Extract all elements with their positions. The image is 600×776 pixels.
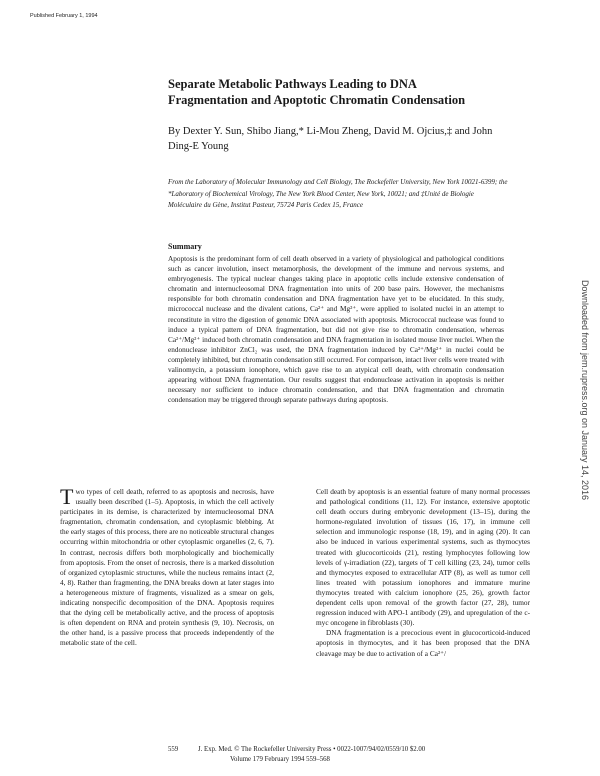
page-number: 559 — [168, 746, 179, 753]
article-title: Separate Metabolic Pathways Leading to DNA Fragmentation and Apoptotic Chromatin Condensation — [168, 77, 466, 107]
summary-heading: Summary — [168, 242, 202, 251]
body-paragraph: Cell death by apoptosis is an essential feature of many normal processes and pathological conditions (11, 12). For instance, extensive apoptotic cell death occurs during embryonic development (13–15), during the hormone-regulated involution of tissues (16, 17), in immune cell selection and immunologic response (18, 19), and in aging (20). It can also be induced in various experimental systems, such as thymocytes treated with glucocorticoids (21), resting lymphocytes following low levels of γ-irradiation (22), targets of T cell killing (23, 24), tumor cells and thymocytes exposed to extracellular ATP (8), as well as tumor cell lines treated with potassium ionophores and immature murine thymocytes treated with calcium ionophore (25, 26), growth factor dependent cells upon removal of the growth factor (27, 28), tumor regression induced with APO-1 antibody (29), and upregulation of the c-myc oncogene in fibroblasts (30). — [316, 487, 530, 628]
download-watermark: Downloaded from jem.rupress.org on January 14, 2016 — [580, 279, 590, 501]
volume-info: Volume 179 February 1994 559–568 — [230, 756, 330, 763]
body-column-left — [60, 484, 274, 649]
journal-citation: J. Exp. Med. © The Rockefeller University Press • 0022-1007/94/02/0559/10 $2.00 — [198, 746, 426, 753]
intro-paragraph — [60, 484, 274, 649]
summary-text: Apoptosis is the predominant form of cell death observed in a variety of physiological and pathological conditions such as cancer involution, insect metamorphosis, the development of the immune and nervous systems, and embryogenesis. The typical nuclear changes taking place in apoptotic cells include extensive condensation of chromatin and internucleosomal DNA fragmentation into units of 200 base pairs. However, the mechanisms responsible for both chromatin condensation and DNA fragmentation have yet to be elucidated. In this study, micrococcal nuclease and the divalent cations, Ca²⁺ and Mg²⁺, were applied to isolated nuclei in an attempt to reconstitute in vitro the digestion of genomic DNA associated with apoptosis. Micrococcal nuclease was found to induce a typical pattern of DNA fragmentation, but did not give rise to chromatin condensation, whereas Ca²⁺/Mg²⁺ induced both chromatin condensation and DNA fragmentation in isolated mouse liver nuclei. When the endonuclease inhibitor ZnCl₂ was used, the DNA fragmentation induced by Ca²⁺/Mg²⁺ in nuclei could be completely inhibited, but chromatin condensation still occurred. For comparison, intact liver cells were treated with valinomycin, a potassium ionophore, which gave rise to an atypical cell death, with chromatin condensation appearing without DNA fragmentation. Our results suggest that endonuclease activation in apoptosis is neither necessary nor sufficient to induce chromatin condensation, and that DNA fragmentation and chromatin condensation may be triggered through separate pathways during apoptosis. — [168, 255, 504, 405]
body-paragraph: DNA fragmentation is a precocious event in glucocorticoid-induced apoptosis in thymocytes, and it has been proposed that the DNA cleavage may be due to activation of a Ca²⁺/ — [316, 628, 530, 658]
author-affiliations: From the Laboratory of Molecular Immunology and Cell Biology, The Rockefeller University, New York 10021-6399; the *Laboratory of Biochemical Virology, The New York Blood Center, New York, 10021; and ‡Unité de Biologie Moléculaire du Gène, Institut Pasteur, 75724 Paris Cedex 15, France — [168, 178, 508, 209]
published-date: Published February 1, 1994 — [30, 13, 98, 19]
drop-cap: T — [60, 484, 74, 509]
intro-text: wo types of cell death, referred to as apoptosis and necrosis, have usually been described (1–5). Apoptosis, in which the cell actively participates in its demise, is characterized by internucleosomal DNA fragmentation, chromatin condensation, and cytoplasmic blebbing. At the early stages of this process, there are no noticeable structural changes occurring within mitochondria or other cytoplasmic organelles (2, 6, 7). In contrast, necrosis differs both morphologically and biochemically from apoptosis. From the onset of necrosis, there is a marked dissolution of organized cytoplasmic structures, while the nucleus remains intact (2, 4, 8). Rather than fragmenting, the DNA breaks down at later stages into a heterogeneous mixture of fragments, visualized as a smear on gels, indicating nonspecific decomposition of the DNA. Apoptosis requires that the dying cell be metabolically active, and the process of apoptosis is often dependent on RNA and protein synthesis (9, 10). Necrosis, on the other hand, is a passive process that proceeds independently of the metabolic state of the cell. — [60, 487, 274, 648]
body-column-right — [316, 487, 530, 659]
author-list: By Dexter Y. Sun, Shibo Jiang,* Li-Mou Zheng, David M. Ojcius,‡ and John Ding-E Young — [168, 126, 493, 152]
